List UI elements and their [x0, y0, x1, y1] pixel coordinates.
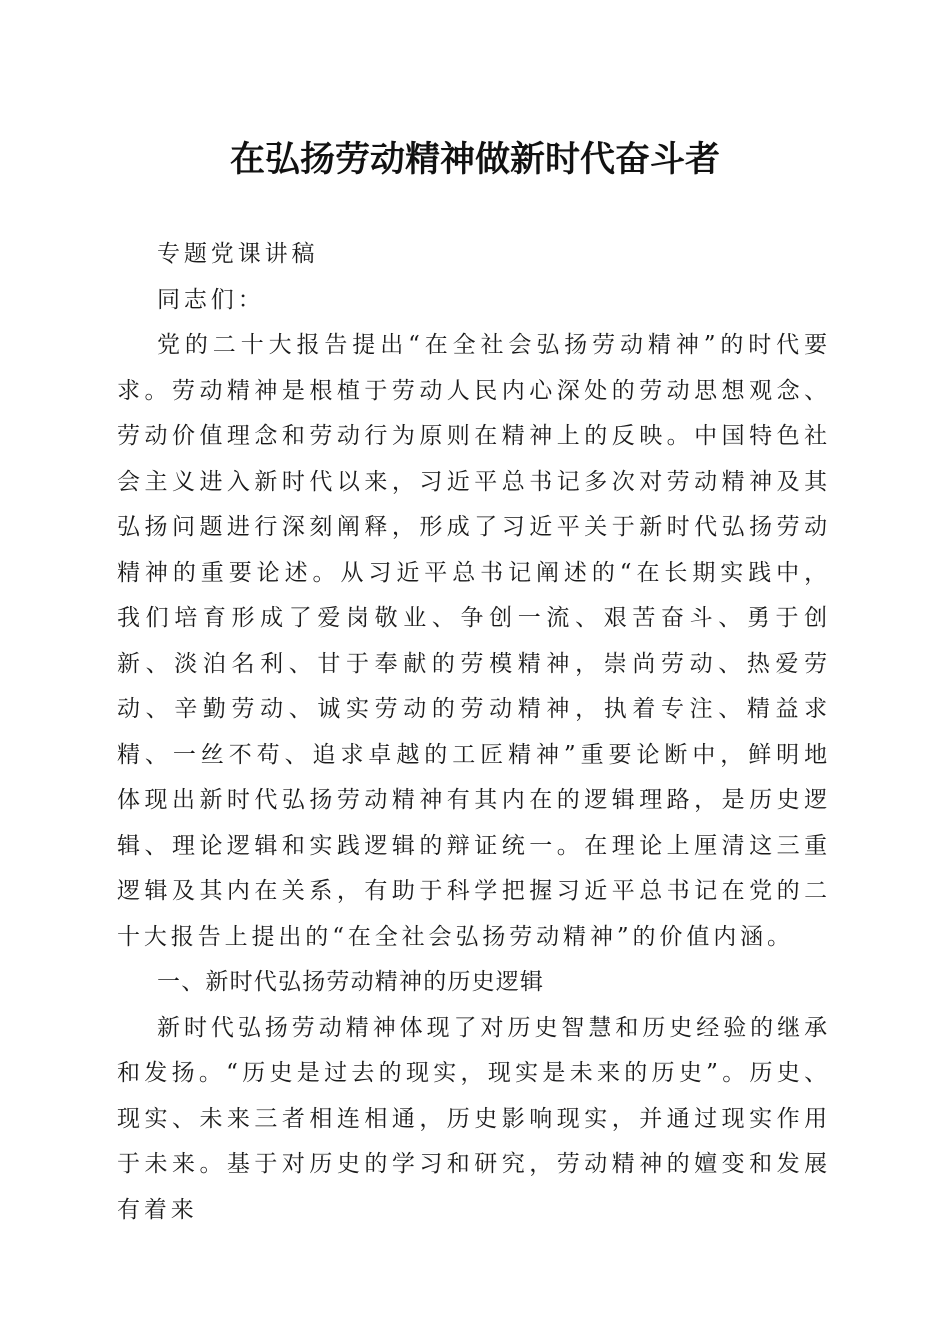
section-heading-1: 一、新时代弘扬劳动精神的历史逻辑 — [157, 969, 545, 995]
salutation: 同志们： — [157, 286, 265, 313]
document-body — [117, 232, 831, 1233]
section-1-paragraph: 新时代弘扬劳动精神体现了对历史智慧和历史经验的继承和发扬。“历史是过去的现实，现实是未来的历史”。历史、现实、未来三者相连相通，历史影响现实，并通过现实作用于未来。基于对历史的学习和研究，劳动精神的嬗变和发展有着来 — [117, 1014, 831, 1223]
intro-paragraph: 党的二十大报告提出“在全社会弘扬劳动精神”的时代要求。劳动精神是根植于劳动人民内心深处的劳动思想观念、劳动价值理念和劳动行为原则在精神上的反映。中国特色社会主义进入新时代以来，习近平总书记多次对劳动精神及其弘扬问题进行深刻阐释，形成了习近平关于新时代弘扬劳动精神的重要论述。从习近平总书记阐述的“在长期实践中，我们培育形成了爱岗敬业、争创一流、艰苦奋斗、勇于创新、淡泊名利、甘于奉献的劳模精神，崇尚劳动、热爱劳动、辛勤劳动、诚实劳动的劳动精神，执着专注、精益求精、一丝不苟、追求卓越的工匠精神”重要论断中，鲜明地体现出新时代弘扬劳动精神有其内在的逻辑理路，是历史逻辑、理论逻辑和实践逻辑的辩证统一。在理论上厘清这三重逻辑及其内在关系，有助于科学把握习近平总书记在党的二十大报告上提出的“在全社会弘扬劳动精神”的价值内涵。 — [117, 332, 831, 950]
subtitle: 专题党课讲稿 — [157, 241, 319, 267]
document-title: 在弘扬劳动精神做新时代奋斗者 — [229, 139, 720, 180]
